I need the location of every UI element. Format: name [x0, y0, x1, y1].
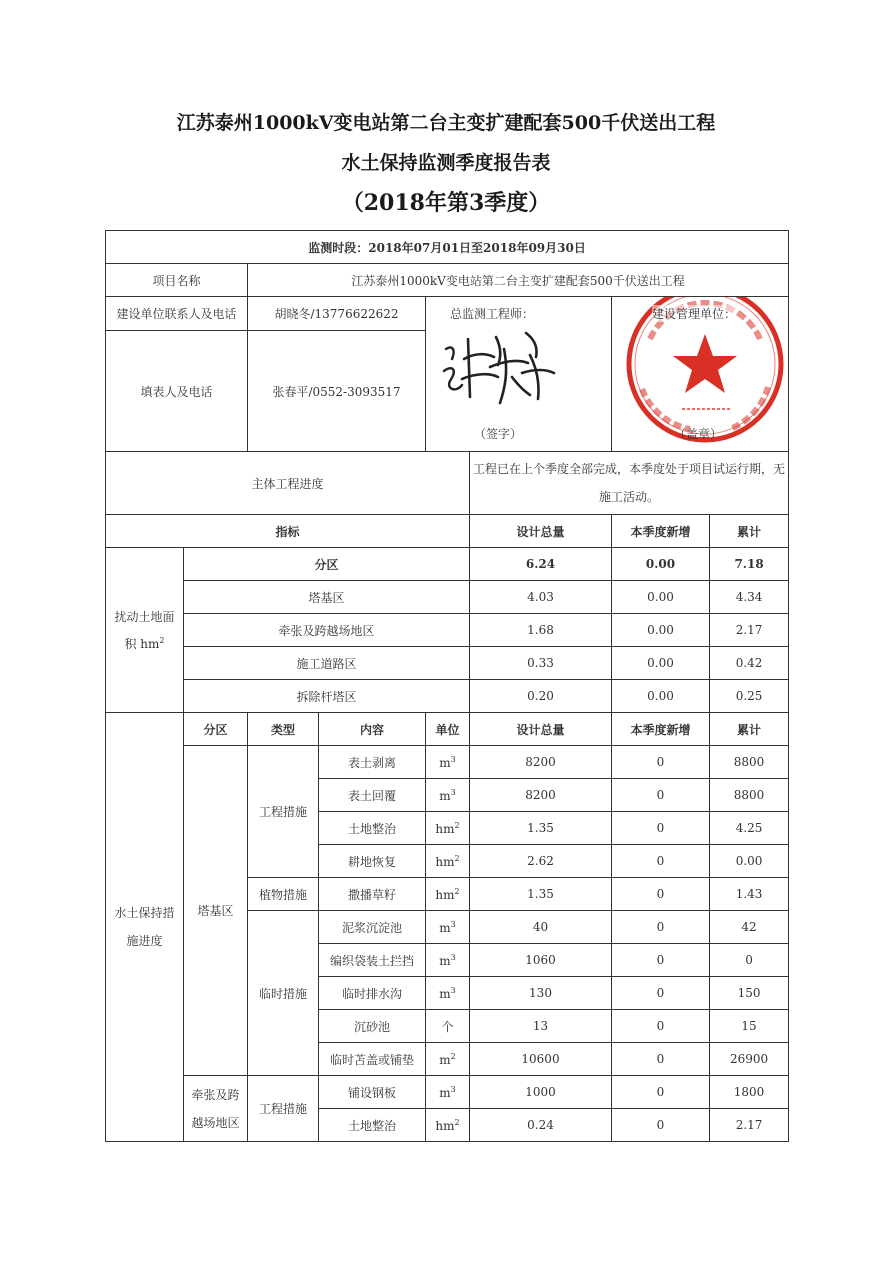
cumulative-value: 0.25	[710, 680, 789, 713]
design-value: 1.35	[470, 812, 612, 845]
table-row	[106, 680, 789, 713]
measure-unit: $m^3$	[426, 746, 470, 779]
measure-content: 土地整治	[319, 812, 426, 845]
measure-unit: $hm^2$	[426, 1109, 470, 1142]
measure-content: 表土回覆	[319, 779, 426, 812]
builder-contact-row	[106, 297, 789, 331]
measure-content: 临时苫盖或铺垫	[319, 1043, 426, 1076]
new-value: 0	[612, 779, 710, 812]
type-temporary: 临时措施	[248, 911, 319, 1076]
builder-contact-value: 胡晓冬/13776622622	[248, 297, 426, 331]
table-row	[106, 1076, 789, 1109]
cumulative-header: 累计	[710, 515, 789, 548]
cumulative-value: 0	[710, 944, 789, 977]
cumulative-value: 4.34	[710, 581, 789, 614]
design-value: 130	[470, 977, 612, 1010]
cumulative-value: 26900	[710, 1043, 789, 1076]
new-value: 0	[612, 746, 710, 779]
type-plant: 植物措施	[248, 878, 319, 911]
new-value: 0.00	[612, 680, 710, 713]
measure-unit: $m^3$	[426, 977, 470, 1010]
table-row	[106, 746, 789, 779]
measure-unit: $hm^2$	[426, 812, 470, 845]
new-this-quarter-header: 本季度新增	[612, 713, 710, 746]
measures-label-line2: 施进度	[126, 934, 163, 948]
table-row	[106, 614, 789, 647]
cumulative-value: 1.43	[710, 878, 789, 911]
zone-name: 拆除杆塔区	[184, 680, 470, 713]
measure-unit: $m^3$	[426, 1076, 470, 1109]
new-value: 0	[612, 878, 710, 911]
measure-content: 撒播草籽	[319, 878, 426, 911]
indicator-header: 指标	[106, 515, 470, 548]
project-name-value: 江苏泰州1000kV变电站第二台主变扩建配套500千伏送出工程	[248, 264, 789, 297]
measure-content: 沉砂池	[319, 1010, 426, 1043]
measures-group-label	[106, 713, 184, 1142]
new-value: 0.00	[612, 548, 710, 581]
new-value: 0.00	[612, 614, 710, 647]
measure-content: 土地整治	[319, 1109, 426, 1142]
cumulative-value: 8800	[710, 746, 789, 779]
measure-unit: $hm^2$	[426, 878, 470, 911]
progress-value: 工程已在上个季度全部完成，本季度处于项目试运行期，无施工活动。	[470, 452, 789, 515]
design-total-header: 设计总量	[470, 515, 612, 548]
table-row	[106, 548, 789, 581]
zone-header: 分区	[184, 713, 248, 746]
unit-header: 单位	[426, 713, 470, 746]
design-value: 10600	[470, 1043, 612, 1076]
cumulative-value: 15	[710, 1010, 789, 1043]
design-value: 40	[470, 911, 612, 944]
disturbed-label-line2: 积 hm	[124, 636, 160, 651]
disturbed-header-row	[106, 515, 789, 548]
new-value: 0	[612, 1010, 710, 1043]
new-value: 0.00	[612, 581, 710, 614]
measure-unit: $m^3$	[426, 911, 470, 944]
builder-unit-cell	[612, 297, 789, 452]
measures-header-row	[106, 713, 789, 746]
design-value: 0.33	[470, 647, 612, 680]
cumulative-value: 4.25	[710, 812, 789, 845]
design-value: 1060	[470, 944, 612, 977]
measure-unit: $m^2$	[426, 1043, 470, 1076]
design-total-header: 设计总量	[470, 713, 612, 746]
cumulative-value: 150	[710, 977, 789, 1010]
cumulative-value: 2.17	[710, 614, 789, 647]
cumulative-value: 8800	[710, 779, 789, 812]
new-value: 0	[612, 977, 710, 1010]
content-header: 内容	[319, 713, 426, 746]
measure-content: 编织袋装土拦挡	[319, 944, 426, 977]
measure-content: 耕地恢复	[319, 845, 426, 878]
period-row	[106, 231, 789, 264]
design-value: 6.24	[470, 548, 612, 581]
handwritten-signature-icon	[438, 319, 558, 414]
new-value: 0	[612, 812, 710, 845]
table-row	[106, 647, 789, 680]
zone-name: 分区	[184, 548, 470, 581]
new-value: 0	[612, 1109, 710, 1142]
disturbed-label-line1: 扰动土地面	[114, 609, 175, 624]
cumulative-value: 1800	[710, 1076, 789, 1109]
progress-label: 主体工程进度	[106, 452, 470, 515]
measures-label-line1: 水土保持措	[114, 906, 175, 920]
design-value: 1.35	[470, 878, 612, 911]
measure-unit: $hm^2$	[426, 845, 470, 878]
design-value: 1000	[470, 1076, 612, 1109]
new-value: 0	[612, 1076, 710, 1109]
disturbed-label-sup: 2	[159, 635, 165, 645]
zone-name: 牵张及跨越场地区	[184, 614, 470, 647]
stamp-caption: （盖章）	[674, 427, 723, 441]
progress-row	[106, 452, 789, 515]
design-value: 1.68	[470, 614, 612, 647]
design-value: 2.62	[470, 845, 612, 878]
cumulative-header: 累计	[710, 713, 789, 746]
new-this-quarter-header: 本季度新增	[612, 515, 710, 548]
measure-content: 泥浆沉淀池	[319, 911, 426, 944]
measure-unit: $m^3$	[426, 779, 470, 812]
project-row	[106, 264, 789, 297]
design-value: 0.24	[470, 1109, 612, 1142]
table-row	[106, 581, 789, 614]
zone-tension-crossing: 牵张及跨 越场地区	[184, 1076, 248, 1142]
new-value: 0	[612, 845, 710, 878]
cumulative-value: 7.18	[710, 548, 789, 581]
cumulative-value: 2.17	[710, 1109, 789, 1142]
monitoring-period: 监测时段：2018年07月01日至2018年09月30日	[106, 231, 789, 264]
design-value: 8200	[470, 746, 612, 779]
filler-label: 填表人及电话	[106, 331, 248, 452]
new-value: 0	[612, 1043, 710, 1076]
zone-name: 施工道路区	[184, 647, 470, 680]
filler-value: 张春平/0552-3093517	[248, 331, 426, 452]
design-value: 8200	[470, 779, 612, 812]
builder-unit-label: 建设管理单位：	[652, 307, 737, 321]
report-table	[105, 230, 789, 1142]
zone-name: 塔基区	[184, 581, 470, 614]
measure-unit: $m^3$	[426, 944, 470, 977]
project-name-label: 项目名称	[106, 264, 248, 297]
measure-content: 表土剥离	[319, 746, 426, 779]
disturbed-area-group-label	[106, 548, 184, 713]
document-title: 江苏泰州1000kV变电站第二台主变扩建配套500千伏送出工程	[176, 112, 716, 134]
measure-content: 临时排水沟	[319, 977, 426, 1010]
new-value: 0	[612, 944, 710, 977]
cumulative-value: 0.00	[710, 845, 789, 878]
signature-caption: （签字）	[474, 427, 523, 441]
design-value: 0.20	[470, 680, 612, 713]
type-engineering: 工程措施	[248, 746, 319, 878]
chief-engineer-cell	[426, 297, 612, 452]
type-header: 类型	[248, 713, 319, 746]
new-value: 0	[612, 911, 710, 944]
design-value: 4.03	[470, 581, 612, 614]
cumulative-value: 42	[710, 911, 789, 944]
builder-contact-label: 建设单位联系人及电话	[106, 297, 248, 331]
cumulative-value: 0.42	[710, 647, 789, 680]
design-value: 13	[470, 1010, 612, 1043]
measure-content: 铺设钢板	[319, 1076, 426, 1109]
zone-tower-base: 塔基区	[184, 746, 248, 1076]
type-engineering-2: 工程措施	[248, 1076, 319, 1142]
document-subtitle: 水土保持监测季度报告表	[341, 152, 551, 174]
chief-engineer-label: 总监测工程师：	[450, 307, 535, 321]
quarter-heading: （2018年第3季度）	[341, 190, 551, 216]
new-value: 0.00	[612, 647, 710, 680]
measure-unit: 个	[426, 1010, 470, 1043]
